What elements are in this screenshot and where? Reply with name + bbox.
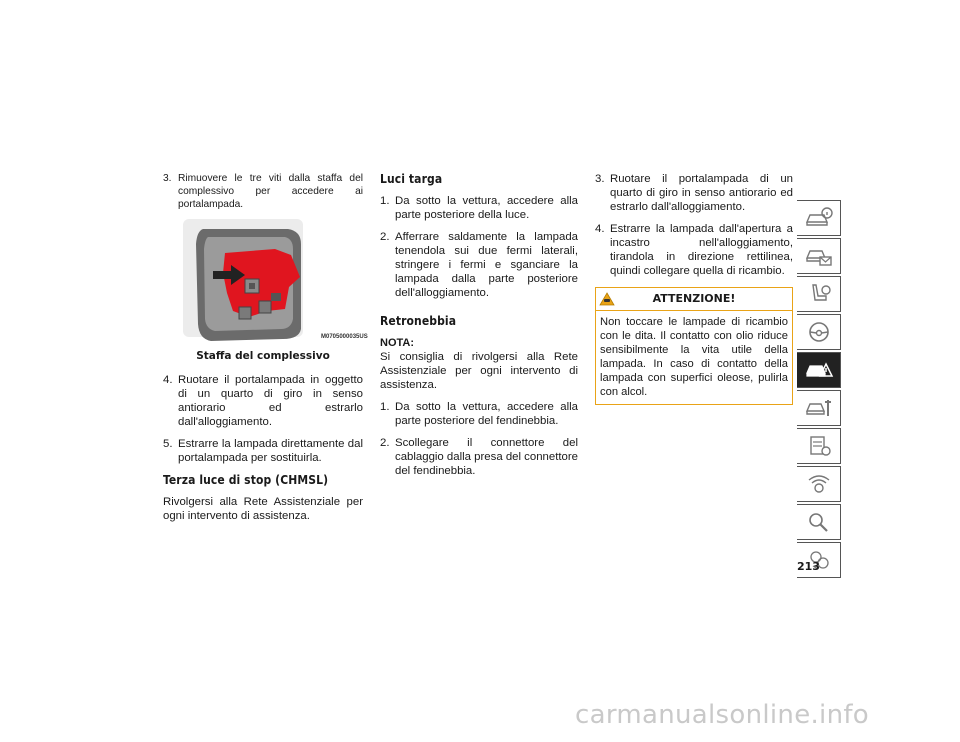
steering-wheel-icon [804,320,834,344]
tab-car-service[interactable] [797,390,841,426]
step-text: Ruotare il portalampada in oggetto di un quarto di giro in senso antiorario ed estrarlo dall'alloggiamento. [178,374,363,428]
step-3 [163,172,363,211]
column-right [595,172,793,405]
step-number: 1. [380,401,390,413]
column-left [163,172,368,531]
assembly-bracket-illustration [163,219,363,347]
list-item [595,172,793,214]
warning-text: Non toccare le lampade di ricambio con le dita. Il contatto con olio riduce sensibilmente la vita utile della lampada. In caso di contatto della lampada con superfici oleose, pulirla con alcol. [600,316,788,398]
step-number: 3. [595,173,605,185]
car-breakdown-icon [804,358,834,382]
multimedia-icon [804,472,834,496]
warning-header [596,288,792,311]
car-mail-icon [804,244,834,268]
tab-spec-sheet[interactable] [797,428,841,464]
step-5 [163,437,363,465]
section-heading-fog-lamp: Retronebbia [380,314,457,328]
figure-code: M0705000035US [321,334,368,340]
step-text: Rimuovere le tre viti dalla staffa del complessivo per accedere ai portalampada. [178,173,363,210]
list-item [380,400,578,428]
column-middle [380,172,578,486]
step-number: 4. [595,223,605,235]
warning-icon [596,292,618,306]
section-heading-plate-lights: Luci targa [380,172,443,186]
tab-seat-safety[interactable] [797,276,841,312]
warning-box [595,287,793,405]
car-service-icon [804,396,834,420]
step-number: 4. [163,374,173,386]
list-item [380,194,578,222]
step-number: 1. [380,195,390,207]
figure-caption: Staffa del complessivo [196,350,330,362]
car-info-icon [804,206,834,230]
tab-car-info[interactable] [797,200,841,236]
step-number: 2. [380,437,390,449]
step-text: Scollegare il connettore del cablaggio dalla presa del connettore del fendinebbia. [395,437,579,477]
section-heading-chmsl: Terza luce di stop (CHMSL) [163,473,329,487]
note-text: Si consiglia di rivolgersi alla Rete Assistenziale per ogni intervento di assistenza. [380,351,578,391]
tab-search[interactable] [797,504,841,540]
tab-car-mail[interactable] [797,238,841,274]
search-icon [804,510,834,534]
step-text: Da sotto la vettura, accedere alla parte posteriore della luce. [395,195,578,221]
step-4 [163,373,363,429]
list-item [380,230,578,300]
step-text: Ruotare il portalampada di un quarto di giro in senso antiorario ed estrarlo dall'alloggiamento. [610,173,793,213]
seat-safety-icon [804,282,834,306]
step-number: 3. [163,173,172,184]
warning-title: ATTENZIONE! [652,292,736,305]
tab-car-breakdown[interactable] [797,352,841,388]
page-number: 213 [797,560,820,573]
step-number: 5. [163,438,173,450]
step-number: 2. [380,231,390,243]
figure-assembly-bracket [163,219,368,347]
watermark-text: carmanualsonline.info [575,700,870,730]
note-label: NOTA: [380,337,415,349]
chapter-tabs [797,200,841,580]
tab-multimedia[interactable] [797,466,841,502]
spec-sheet-icon [804,434,834,458]
tab-steering-wheel[interactable] [797,314,841,350]
step-text: Estrarre la lampada dall'apertura a incastro nell'alloggiamento, tirandola in direzione rettilinea, quindi collegare quella di ricambio. [610,223,793,277]
step-text: Da sotto la vettura, accedere alla parte posteriore del fendinebbia. [395,401,578,427]
list-item [595,222,793,278]
step-text: Afferrare saldamente la lampada tenendola sui due fermi laterali, stringere i fermi e sganciare la lampada dalla parte posteriore dell'alloggiamento. [395,231,578,299]
list-item [380,436,578,478]
step-text: Estrarre la lampada direttamente dal portalampada per sostituirla. [178,438,363,464]
paragraph-chmsl: Rivolgersi alla Rete Assistenziale per ogni intervento di assistenza. [163,496,363,522]
